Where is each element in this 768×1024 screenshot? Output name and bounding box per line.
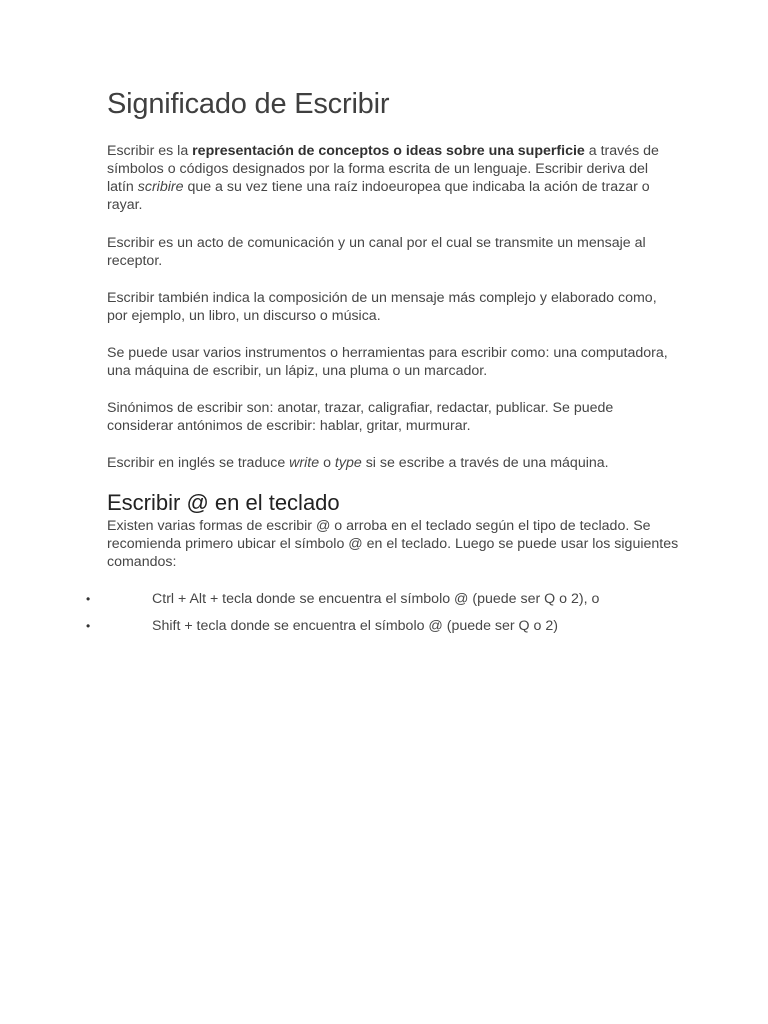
bullet-icon: • xyxy=(86,619,91,633)
bullet-icon: • xyxy=(86,592,91,606)
list-item-text: Ctrl + Alt + tecla donde se encuentra el símbolo @ (puede ser Q o 2), o xyxy=(152,591,600,607)
paragraph-composition: Escribir también indica la composición de un mensaje más complejo y elaborado como, por ejemplo, un libro, un discurso o música. xyxy=(107,290,657,324)
paragraph-english xyxy=(107,454,677,472)
paragraph-keyboard: Existen varias formas de escribir @ o arroba en el teclado según el tipo de teclado. Se recomienda primero ubicar el símbolo @ en el teclado. Luego se puede usar los siguientes comandos: xyxy=(107,518,679,570)
bold-definition: representación de conceptos o ideas sobre una superficie xyxy=(192,143,585,159)
italic-latin-term: scribire xyxy=(137,179,184,195)
paragraph-synonyms: Sinónimos de escribir son: anotar, trazar, caligrafiar, redactar, publicar. Se puede considerar antónimos de escribir: hablar, gritar, murmurar. xyxy=(107,400,614,434)
page-title: Significado de Escribir xyxy=(107,88,390,120)
paragraph-definition xyxy=(107,142,677,214)
list-item-text: Shift + tecla donde se encuentra el símbolo @ (puede ser Q o 2) xyxy=(152,618,558,634)
italic-write: write xyxy=(289,455,320,471)
paragraph-text: Escribir en inglés se traduce xyxy=(107,455,290,471)
list-item xyxy=(0,617,768,644)
list-item xyxy=(0,590,768,617)
paragraph-instruments: Se puede usar varios instrumentos o herramientas para escribir como: una computadora, una máquina de escribir, un lápiz, una pluma o un marcador. xyxy=(107,345,668,379)
paragraph-communication: Escribir es un acto de comunicación y un canal por el cual se transmite un mensaje al receptor. xyxy=(107,235,646,269)
italic-type: type xyxy=(334,455,362,471)
section-heading: Escribir @ en el teclado xyxy=(107,490,340,515)
paragraph-text: Escribir es la xyxy=(107,143,193,159)
paragraph-text: si se escribe a través de una máquina. xyxy=(361,455,609,471)
paragraph-text: que a su vez tiene una raíz indoeuropea que indicaba la ación de trazar o rayar. xyxy=(107,179,650,213)
paragraph-text: o xyxy=(319,455,335,471)
command-list xyxy=(0,590,768,644)
paragraph-text: a través de símbolos o códigos designados por la forma escrita de un lenguaje. Escribir deriva del latín xyxy=(107,143,659,195)
